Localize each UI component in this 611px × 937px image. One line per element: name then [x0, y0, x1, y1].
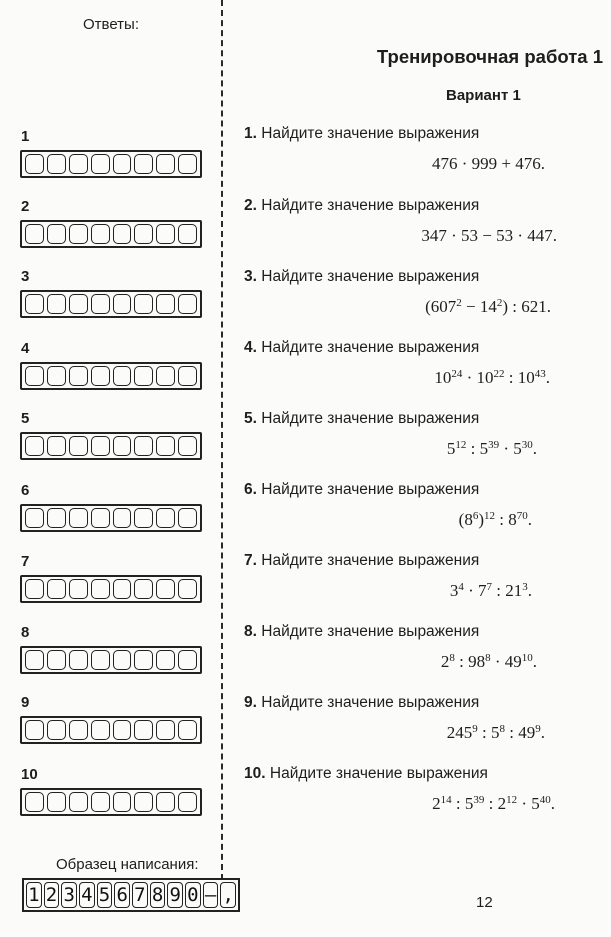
- task-text: Найдите значение выражения: [261, 197, 480, 214]
- sample-glyph: 0: [185, 882, 201, 908]
- answers-heading: Ответы:: [83, 16, 140, 33]
- answer-cell[interactable]: [25, 579, 44, 599]
- answer-cell[interactable]: [134, 294, 153, 314]
- sample-glyph: –: [203, 882, 219, 908]
- task-expression: $5^{12}$ : $5^{39} \cdot 5^{30}$.: [446, 438, 537, 458]
- answer-cell[interactable]: [113, 579, 132, 599]
- task-prompt: [244, 268, 479, 286]
- task-prompt: [244, 125, 479, 143]
- sample-digits: [22, 878, 240, 912]
- answer-cell[interactable]: [69, 508, 88, 528]
- sample-glyph: 4: [79, 882, 95, 908]
- answer-cell[interactable]: [156, 650, 175, 670]
- answer-cell[interactable]: [113, 436, 132, 456]
- answer-cell[interactable]: [47, 650, 66, 670]
- answer-box[interactable]: [20, 788, 202, 816]
- task-expression: $3^4 \cdot 7^7$ : $21^3$.: [449, 580, 532, 600]
- answer-cell[interactable]: [156, 508, 175, 528]
- task-text: Найдите значение выражения: [261, 125, 480, 142]
- page-title: Тренировочная работа 1: [376, 46, 603, 67]
- answer-cell[interactable]: [47, 720, 66, 740]
- task-expression: 347 · 53 − 53 · 447.: [421, 226, 557, 245]
- answer-cell[interactable]: [113, 720, 132, 740]
- task-prompt: [244, 623, 479, 641]
- task-number: 5.: [244, 410, 257, 427]
- answer-cell[interactable]: [113, 792, 132, 812]
- answer-cell[interactable]: [69, 366, 88, 386]
- answer-cell[interactable]: [91, 436, 110, 456]
- answer-cell[interactable]: [47, 508, 66, 528]
- answer-cell[interactable]: [134, 579, 153, 599]
- variant-label: Вариант 1: [446, 87, 521, 104]
- answer-box[interactable]: [20, 150, 202, 178]
- answer-box[interactable]: [20, 646, 202, 674]
- task-number: 8.: [244, 623, 257, 640]
- answer-box[interactable]: [20, 220, 202, 248]
- answer-box[interactable]: [20, 716, 202, 744]
- answer-cell[interactable]: [178, 792, 197, 812]
- answer-cell[interactable]: [69, 720, 88, 740]
- sample-label: Образец написания:: [56, 856, 199, 873]
- answer-number: 3: [21, 268, 30, 285]
- answer-cell[interactable]: [69, 650, 88, 670]
- task-number: 4.: [244, 339, 257, 356]
- answer-cell[interactable]: [69, 154, 88, 174]
- sample-glyph: 9: [167, 882, 183, 908]
- answer-cell[interactable]: [69, 792, 88, 812]
- answer-number: 8: [21, 624, 30, 641]
- answer-cell[interactable]: [91, 224, 110, 244]
- answer-cell[interactable]: [69, 579, 88, 599]
- answer-cell[interactable]: [47, 366, 66, 386]
- answer-cell[interactable]: [47, 224, 66, 244]
- page-number: 12: [476, 894, 493, 911]
- answer-cell[interactable]: [47, 792, 66, 812]
- answer-cell[interactable]: [134, 366, 153, 386]
- answer-cell[interactable]: [178, 650, 197, 670]
- answer-number: 9: [21, 694, 30, 711]
- answer-cell[interactable]: [113, 224, 132, 244]
- answer-cell[interactable]: [47, 579, 66, 599]
- answer-cell[interactable]: [134, 720, 153, 740]
- sample-glyph: 6: [114, 882, 130, 908]
- task-prompt: [244, 410, 479, 428]
- answer-cell[interactable]: [69, 436, 88, 456]
- answer-cell[interactable]: [156, 720, 175, 740]
- sample-glyph: 2: [44, 882, 60, 908]
- sample-glyph: 8: [150, 882, 166, 908]
- answer-cell[interactable]: [25, 366, 44, 386]
- sample-glyph: 7: [132, 882, 148, 908]
- answer-number: 2: [21, 198, 30, 215]
- answer-cell[interactable]: [91, 508, 110, 528]
- answer-cell[interactable]: [25, 650, 44, 670]
- task-expression: $2^8$ : $98^8 \cdot 49^{10}$.: [440, 651, 537, 671]
- sample-glyph: 5: [97, 882, 113, 908]
- answer-cell[interactable]: [178, 224, 197, 244]
- answer-cell[interactable]: [178, 720, 197, 740]
- task-expression: $(607^2 - 14^2)$ : 621.: [425, 296, 551, 316]
- task-prompt: [244, 339, 479, 357]
- answer-cell[interactable]: [134, 792, 153, 812]
- sample-glyph: ,: [220, 882, 236, 908]
- task-text: Найдите значение выражения: [261, 623, 480, 640]
- answer-cell[interactable]: [47, 294, 66, 314]
- sample-glyph: 3: [61, 882, 77, 908]
- task-number: 6.: [244, 481, 257, 498]
- answer-cell[interactable]: [69, 224, 88, 244]
- answer-number: 5: [21, 410, 30, 427]
- answer-cell[interactable]: [113, 154, 132, 174]
- answer-cell[interactable]: [134, 508, 153, 528]
- answer-cell[interactable]: [134, 154, 153, 174]
- sample-glyph: 1: [26, 882, 42, 908]
- answer-cell[interactable]: [134, 650, 153, 670]
- task-prompt: [244, 552, 479, 570]
- answer-number: 4: [21, 340, 30, 357]
- answer-cell[interactable]: [178, 366, 197, 386]
- answer-cell[interactable]: [134, 224, 153, 244]
- answer-cell[interactable]: [178, 294, 197, 314]
- answer-cell[interactable]: [25, 792, 44, 812]
- answer-cell[interactable]: [178, 508, 197, 528]
- task-number: 3.: [244, 268, 257, 285]
- answer-cell[interactable]: [91, 366, 110, 386]
- task-number: 7.: [244, 552, 257, 569]
- task-text: Найдите значение выражения: [261, 268, 480, 285]
- task-text: Найдите значение выражения: [269, 765, 488, 782]
- answer-cell[interactable]: [91, 294, 110, 314]
- answer-cell[interactable]: [91, 792, 110, 812]
- answer-cell[interactable]: [134, 436, 153, 456]
- answer-cell[interactable]: [156, 224, 175, 244]
- task-number: 9.: [244, 694, 257, 711]
- answer-cell[interactable]: [113, 294, 132, 314]
- task-expression: $(8^6)^{12}$ : $8^{70}$.: [458, 509, 532, 529]
- task-number: 1.: [244, 125, 257, 142]
- answer-box[interactable]: [20, 362, 202, 390]
- answer-number: 1: [21, 128, 30, 145]
- answer-cell[interactable]: [113, 366, 132, 386]
- answer-cell[interactable]: [178, 579, 197, 599]
- answer-cell[interactable]: [156, 294, 175, 314]
- answer-cell[interactable]: [69, 294, 88, 314]
- task-prompt: [244, 197, 479, 215]
- answer-cell[interactable]: [47, 154, 66, 174]
- answer-cell[interactable]: [25, 436, 44, 456]
- task-text: Найдите значение выражения: [261, 339, 480, 356]
- answer-cell[interactable]: [91, 154, 110, 174]
- answer-cell[interactable]: [91, 720, 110, 740]
- answer-box[interactable]: [20, 432, 202, 460]
- answer-cell[interactable]: [25, 720, 44, 740]
- answer-cell[interactable]: [156, 436, 175, 456]
- answer-cell[interactable]: [113, 508, 132, 528]
- task-prompt: [244, 765, 488, 783]
- answer-number: 10: [21, 766, 38, 783]
- task-expression: $2^{14}$ : $5^{39}$ : $2^{12} \cdot 5^{40}$.: [432, 793, 555, 813]
- task-number: 10.: [244, 765, 266, 782]
- answer-cell[interactable]: [25, 294, 44, 314]
- answer-cell[interactable]: [91, 579, 110, 599]
- answer-cell[interactable]: [25, 508, 44, 528]
- answer-cell[interactable]: [25, 224, 44, 244]
- answer-cell[interactable]: [91, 650, 110, 670]
- task-text: Найдите значение выражения: [261, 552, 480, 569]
- answer-cell[interactable]: [156, 792, 175, 812]
- task-number: 2.: [244, 197, 257, 214]
- answer-cell[interactable]: [178, 154, 197, 174]
- answer-cell[interactable]: [156, 579, 175, 599]
- task-prompt: [244, 481, 479, 499]
- answer-number: 6: [21, 482, 30, 499]
- column-divider: [221, 0, 223, 880]
- task-prompt: [244, 694, 479, 712]
- task-expression: $10^{24} \cdot 10^{22}$ : $10^{43}$.: [434, 367, 550, 387]
- answer-cell[interactable]: [47, 436, 66, 456]
- task-text: Найдите значение выражения: [261, 694, 480, 711]
- answer-box[interactable]: [20, 290, 202, 318]
- task-text: Найдите значение выражения: [261, 410, 480, 427]
- answer-cell[interactable]: [178, 436, 197, 456]
- answer-cell[interactable]: [113, 650, 132, 670]
- task-expression: $245^9$ : $5^8$ : $49^9$.: [446, 722, 545, 742]
- answer-cell[interactable]: [156, 154, 175, 174]
- answer-box[interactable]: [20, 504, 202, 532]
- answer-number: 7: [21, 553, 30, 570]
- answer-cell[interactable]: [156, 366, 175, 386]
- task-text: Найдите значение выражения: [261, 481, 480, 498]
- answer-box[interactable]: [20, 575, 202, 603]
- task-expression: 476 · 999 + 476.: [432, 154, 545, 173]
- answer-cell[interactable]: [25, 154, 44, 174]
